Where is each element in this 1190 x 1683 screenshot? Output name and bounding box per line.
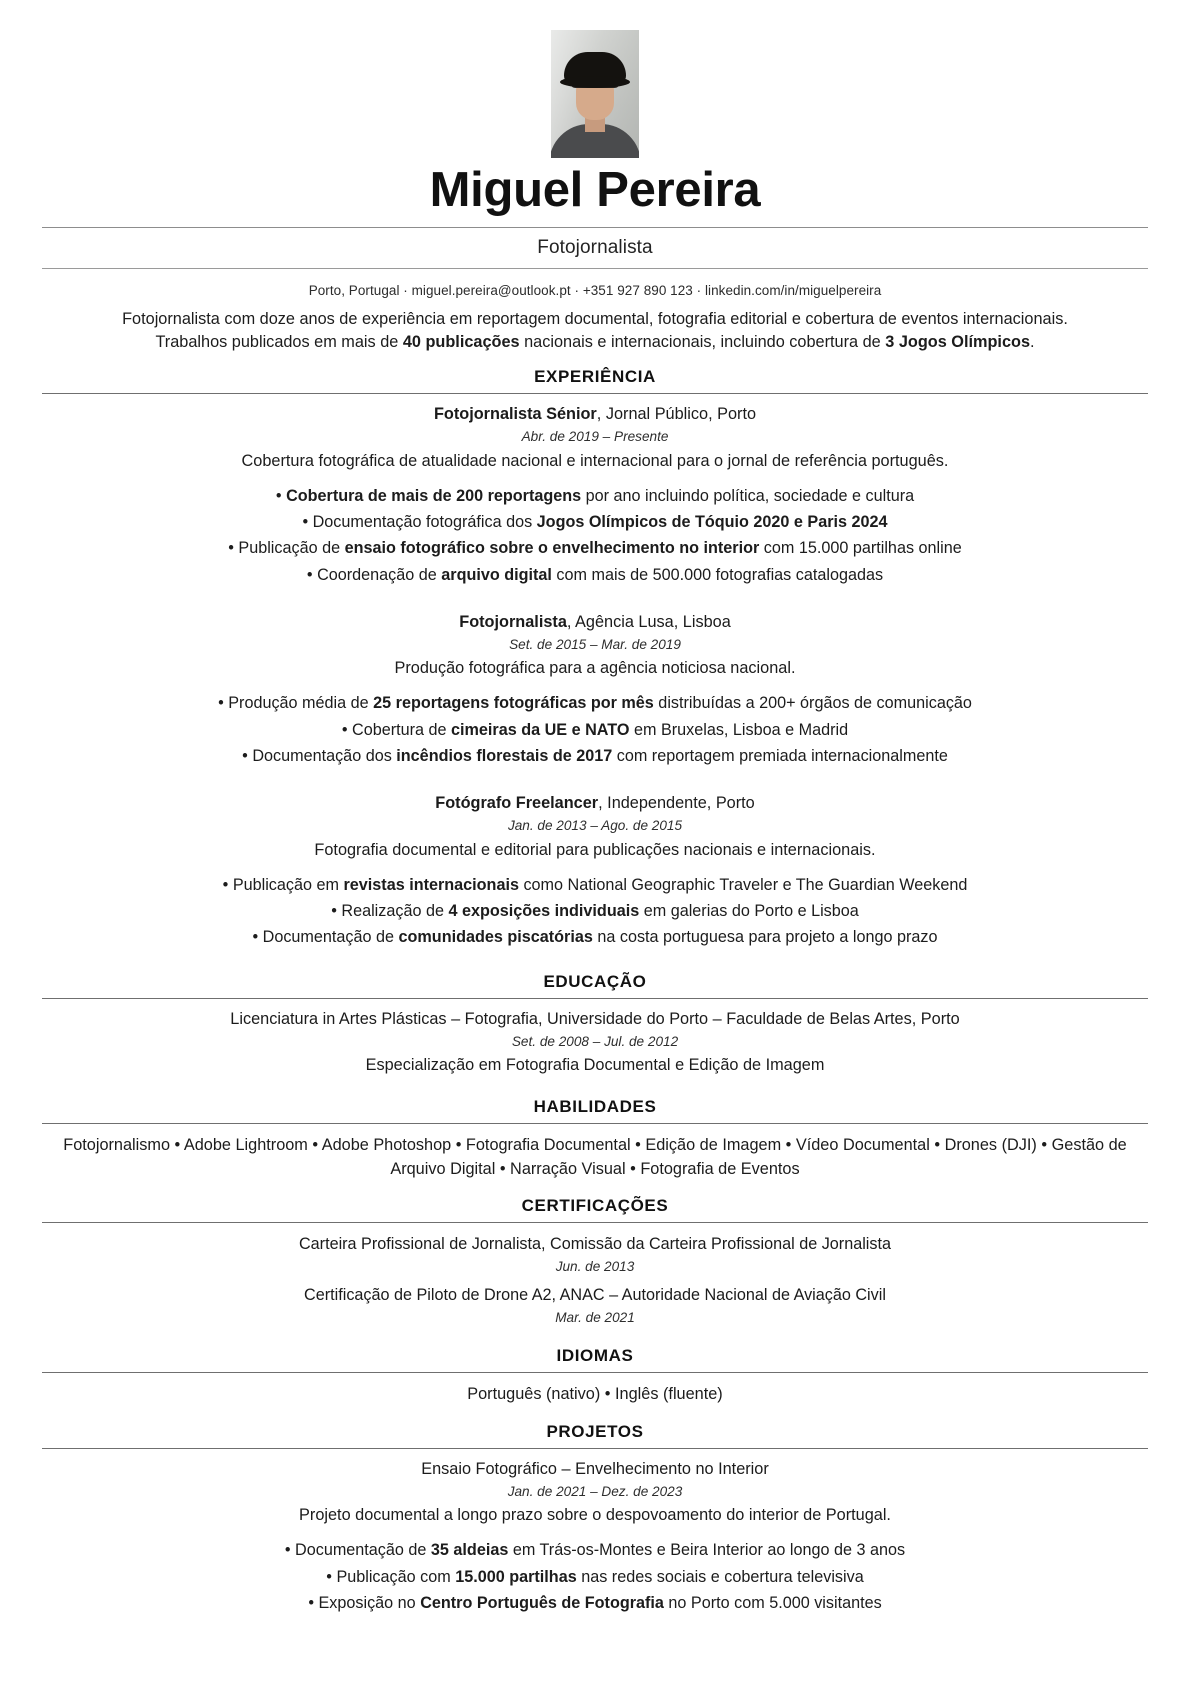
- summary-text-c: nacionais e internacionais, incluindo cobertura de: [519, 333, 886, 352]
- education-degree: Licenciatura in Artes Plásticas – Fotografia, Universidade do Porto – Faculdade de Belas Artes, Porto: [230, 1009, 960, 1028]
- section-heading-education: EDUCAÇÃO: [543, 971, 647, 991]
- list-item: [42, 562, 1148, 588]
- spacer: [42, 1076, 1148, 1090]
- certification-entry: [42, 1274, 1148, 1325]
- experience-title: [42, 792, 1148, 814]
- bullet-pre: Publicação com: [336, 1567, 456, 1586]
- bullet-post: por ano incluindo política, sociedade e cultura: [581, 486, 915, 505]
- bullet-bold: ensaio fotográfico sobre o envelhecimento no interior: [344, 539, 760, 558]
- bullet-bold: 35 aldeias: [430, 1541, 509, 1560]
- certification-name: Certificação de Piloto de Drone A2, ANAC – Autoridade Nacional de Aviação Civil: [304, 1286, 886, 1305]
- skills-line-2: Gestão de Arquivo Digital • Narração Visual • Fotografia de Eventos: [390, 1136, 1127, 1178]
- project-name: Ensaio Fotográfico – Envelhecimento no Interior: [421, 1459, 769, 1478]
- certification-date: Jun. de 2013: [555, 1259, 635, 1275]
- page-title: Miguel Pereira: [429, 163, 761, 217]
- experience-entry: [42, 394, 1148, 588]
- spacer: [42, 588, 1148, 602]
- bullet-pre: Documentação fotográfica dos: [312, 513, 537, 532]
- experience-description: Produção fotográfica para a agência noticiosa nacional.: [394, 659, 796, 678]
- experience-entry: [42, 783, 1148, 950]
- bullet-bold: arquivo digital: [441, 565, 552, 584]
- summary-bold-olympics: 3 Jogos Olímpicos: [885, 333, 1030, 352]
- education-detail: Especialização em Fotografia Documental e Edição de Imagem: [365, 1056, 825, 1075]
- bullet-pre: Documentação dos: [252, 746, 397, 765]
- contact-line: Porto, Portugal · miguel.pereira@outlook.pt · +351 927 890 123 · linkedin.com/in/miguelpereira: [308, 282, 882, 298]
- education-entry: [42, 999, 1148, 1077]
- list-item: [42, 690, 1148, 716]
- experience-company: , Jornal Público, Porto: [596, 405, 757, 424]
- project-dates: Jan. de 2021 – Dez. de 2023: [507, 1483, 683, 1499]
- experience-title: [42, 611, 1148, 633]
- list-item: [42, 535, 1148, 561]
- list-item: [42, 509, 1148, 535]
- profile-photo-container: [42, 30, 1148, 158]
- bullet-post: com mais de 500.000 fotografias catalogadas: [551, 565, 884, 584]
- certification-name: Carteira Profissional de Jornalista, Comissão da Carteira Profissional de Jornalista: [298, 1235, 891, 1254]
- experience-title: [42, 403, 1148, 425]
- summary-block: [42, 308, 1148, 360]
- bullet-post: em Trás-os-Montes e Beira Interior ao longo de 3 anos: [508, 1541, 906, 1560]
- bullet-pre: Cobertura de: [352, 720, 452, 739]
- spacer: [42, 1325, 1148, 1339]
- professional-title: Fotojornalista: [537, 236, 653, 258]
- bullet-bold: Jogos Olímpicos de Tóquio 2020 e Paris 2024: [536, 513, 888, 532]
- experience-company: , Agência Lusa, Lisboa: [566, 612, 731, 631]
- bullet-post: na costa portuguesa para projeto a longo prazo: [592, 928, 938, 947]
- skills-line-1: Fotojornalismo • Adobe Lightroom • Adobe Photoshop • Fotografia Documental • Edição de Imagem • Vídeo Documental • Drones (DJI) •: [63, 1136, 1048, 1155]
- section-heading-languages: IDIOMAS: [556, 1346, 634, 1366]
- summary-text-a: Trabalhos publicados em mais de: [155, 333, 403, 352]
- summary-bold-publications: 40 publicações: [402, 333, 520, 352]
- bullet-post: como National Geographic Traveler e The Guardian Weekend: [518, 875, 968, 894]
- experience-role: Fotógrafo Freelancer: [435, 794, 599, 813]
- spacer: [42, 769, 1148, 783]
- bullet-pre: Realização de: [341, 902, 449, 921]
- experience-company: , Independente, Porto: [598, 794, 755, 813]
- summary-line-1: Fotojornalista com doze anos de experiência em reportagem documental, fotografia editorial e cobertura de eventos internacionais.: [122, 309, 1068, 328]
- experience-description: Fotografia documental e editorial para publicações nacionais e internacionais.: [314, 840, 876, 859]
- experience-dates: Abr. de 2019 – Presente: [521, 429, 669, 445]
- spacer: [42, 951, 1148, 965]
- bullet-post: em Bruxelas, Lisboa e Madrid: [629, 720, 849, 739]
- project-bullets: [42, 1537, 1148, 1616]
- languages-list: Português (nativo) • Inglês (fluente): [467, 1385, 723, 1404]
- bullet-bold: 25 reportagens fotográficas por mês: [373, 694, 654, 713]
- bullet-bold: Cobertura de mais de 200 reportagens: [286, 486, 582, 505]
- bullet-post: em galerias do Porto e Lisboa: [639, 902, 859, 921]
- summary-text-e: .: [1030, 333, 1035, 352]
- experience-bullets: [42, 872, 1148, 951]
- experience-role: Fotojornalista: [459, 612, 567, 631]
- section-heading-experience: EXPERIÊNCIA: [534, 367, 656, 387]
- bullet-pre: Documentação de: [262, 928, 399, 947]
- bullet-bold: cimeiras da UE e NATO: [451, 720, 630, 739]
- bullet-bold: Centro Português de Fotografia: [420, 1593, 664, 1612]
- skills-list: [42, 1124, 1148, 1189]
- bullet-post: distribuídas a 200+ órgãos de comunicação: [653, 694, 972, 713]
- summary-line-2: [46, 331, 1144, 354]
- list-item: [42, 483, 1148, 509]
- photo-hat-brim: [560, 76, 630, 88]
- bullet-post: com reportagem premiada internacionalmente: [612, 746, 948, 765]
- experience-dates: Jan. de 2013 – Ago. de 2015: [507, 818, 683, 834]
- education-dates: Set. de 2008 – Jul. de 2012: [511, 1033, 679, 1049]
- experience-description: Cobertura fotográfica de atualidade nacional e internacional para o jornal de referência português.: [241, 451, 949, 470]
- bullet-bold: 4 exposições individuais: [448, 902, 640, 921]
- section-heading-certifications: CERTIFICAÇÕES: [521, 1196, 669, 1216]
- list-item: [42, 1564, 1148, 1590]
- bullet-pre: Produção média de: [228, 694, 374, 713]
- bullet-pre: Coordenação de: [317, 565, 442, 584]
- list-item: [42, 924, 1148, 950]
- list-item: [42, 743, 1148, 769]
- certification-entry: [42, 1223, 1148, 1274]
- bullet-post: com 15.000 partilhas online: [759, 539, 962, 558]
- list-item: [42, 717, 1148, 743]
- experience-entry: [42, 602, 1148, 769]
- project-entry: [42, 1449, 1148, 1616]
- list-item: [42, 898, 1148, 924]
- bullet-post: nas redes sociais e cobertura televisiva: [576, 1567, 864, 1586]
- profile-photo: [551, 30, 639, 158]
- experience-list: [42, 394, 1148, 950]
- bullet-pre: Publicação de: [238, 539, 345, 558]
- experience-bullets: [42, 483, 1148, 588]
- bullet-pre: Publicação em: [232, 875, 344, 894]
- list-item: [42, 1537, 1148, 1563]
- list-item: [42, 1590, 1148, 1616]
- bullet-bold: revistas internacionais: [343, 875, 519, 894]
- list-item: [42, 872, 1148, 898]
- certification-date: Mar. de 2021: [555, 1310, 635, 1326]
- bullet-bold: 15.000 partilhas: [455, 1567, 577, 1586]
- section-heading-skills: HABILIDADES: [533, 1097, 657, 1117]
- experience-dates: Set. de 2015 – Mar. de 2019: [509, 636, 681, 652]
- bullet-bold: incêndios florestais de 2017: [396, 746, 613, 765]
- bullet-post: no Porto com 5.000 visitantes: [663, 1593, 882, 1612]
- experience-bullets: [42, 690, 1148, 769]
- bullet-pre: Exposição no: [318, 1593, 421, 1612]
- experience-role: Fotojornalista Sénior: [433, 405, 597, 424]
- project-description: Projeto documental a longo prazo sobre o despovoamento do interior de Portugal.: [299, 1506, 891, 1525]
- section-heading-projects: PROJETOS: [546, 1421, 644, 1441]
- bullet-bold: comunidades piscatórias: [398, 928, 593, 947]
- bullet-pre: Documentação de: [295, 1541, 431, 1560]
